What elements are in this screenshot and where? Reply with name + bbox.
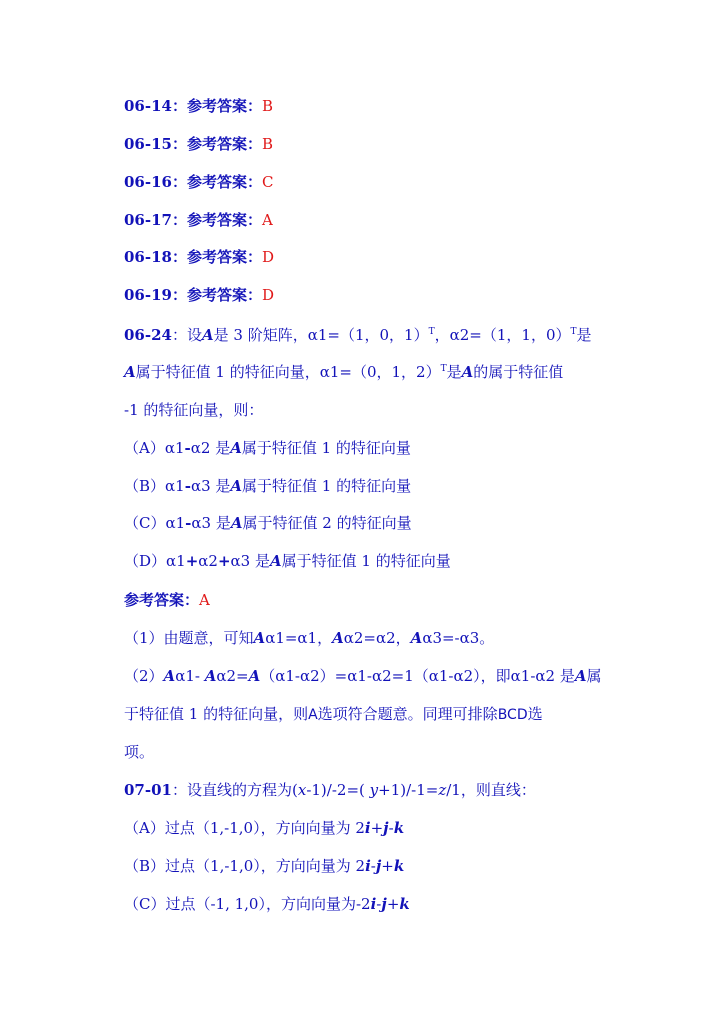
operator: -	[376, 895, 382, 913]
text: ：设直线的方程为(	[171, 781, 298, 799]
text: α3 是	[190, 477, 231, 495]
text: α2=	[216, 667, 249, 685]
answer-value: B	[261, 135, 274, 153]
operator: -	[370, 857, 376, 875]
matrix-symbol: A	[163, 667, 176, 685]
operator: +	[386, 895, 400, 913]
transpose-sup: T	[440, 364, 447, 374]
vector-k: k	[399, 895, 410, 913]
text: α2=α2，	[343, 629, 411, 647]
answer-line-06-14	[124, 93, 604, 119]
q0624-explanation-3	[124, 701, 604, 727]
text: 属	[586, 667, 602, 685]
operator: +	[217, 552, 231, 570]
answer-value: A	[199, 591, 210, 609]
text: α2	[198, 552, 218, 570]
matrix-symbol: A	[332, 629, 344, 647]
text: α3=-α3。	[422, 629, 495, 647]
answer-value: D	[261, 286, 275, 304]
q0624-option-c	[124, 510, 604, 536]
answer-value: C	[261, 173, 274, 191]
text: （A）α1	[124, 439, 185, 457]
operator: -	[388, 819, 394, 837]
q0624-line-2	[124, 359, 604, 385]
q0624-answer	[124, 587, 604, 613]
q0624-option-b	[124, 473, 604, 499]
q0624-explanation-4	[124, 739, 604, 765]
q0624-explanation-1	[124, 625, 604, 651]
matrix-symbol: A	[124, 363, 136, 381]
question-number: 06-24	[124, 326, 172, 344]
answer-label: 06-18：参考答案：	[124, 248, 262, 266]
matrix-symbol: A	[270, 552, 282, 570]
matrix-symbol: A	[461, 363, 474, 381]
answer-line-06-15	[124, 131, 604, 157]
text: 属于特征值 1 的特征向量，α1=（0，1，2）	[135, 363, 441, 381]
text: /1，则直线：	[446, 781, 536, 799]
matrix-symbol: A	[248, 667, 261, 685]
text: 选项符合题意。同理可排除	[317, 705, 498, 723]
vector-k: k	[393, 857, 405, 875]
transpose-sup: T	[428, 327, 435, 337]
matrix-symbol: A	[204, 667, 217, 685]
matrix-symbol: A	[410, 629, 423, 647]
text: 的属于特征值	[473, 363, 564, 381]
text: 于特征值 1 的特征向量，则	[124, 705, 309, 723]
answer-label: 06-16：参考答案：	[124, 173, 262, 191]
answer-label: 06-15：参考答案：	[124, 135, 262, 153]
vector-i: i	[364, 819, 371, 837]
matrix-symbol: A	[253, 629, 266, 647]
operator: -	[184, 477, 191, 495]
text: α1=α1，	[265, 629, 333, 647]
vector-j: j	[381, 895, 387, 913]
operator: +	[185, 552, 199, 570]
text: A	[308, 707, 318, 723]
vector-i: i	[365, 857, 371, 875]
text: 项。	[124, 743, 155, 761]
variable: x	[297, 781, 307, 799]
operator: +	[370, 819, 384, 837]
q0624-explanation-2	[124, 663, 604, 689]
text: -1)/-2=(	[306, 781, 370, 799]
answer-label: 06-14：参考答案：	[124, 97, 262, 115]
matrix-symbol: A	[230, 514, 243, 532]
answer-value: B	[261, 97, 274, 115]
operator: -	[184, 439, 191, 457]
text: α1-	[175, 667, 205, 685]
q0701-option-b	[124, 853, 604, 879]
text: （A）过点（1,-1,0），方向向量为 2	[124, 819, 365, 837]
text: 属于特征值 2 的特征向量	[242, 514, 412, 532]
text: 是	[446, 363, 462, 381]
answer-label: 参考答案：	[124, 591, 200, 609]
operator: -	[185, 514, 192, 532]
transpose-sup: T	[570, 327, 577, 337]
question-number: 07-01	[124, 781, 172, 799]
text: 是 3 阶矩阵，α1=（1，0，1）	[213, 326, 429, 344]
answer-value: A	[261, 211, 273, 229]
vector-j: j	[375, 857, 382, 875]
text: （C）α1	[124, 514, 186, 532]
answer-line-06-19	[124, 282, 604, 308]
q0624-line-1	[124, 322, 604, 348]
text: ：设	[171, 326, 202, 344]
text: （B）过点（1,-1,0），方向向量为 2	[124, 857, 366, 875]
matrix-symbol: A	[230, 439, 242, 457]
text: ，α2=（1，1，0）	[434, 326, 571, 344]
answer-label: 06-19：参考答案：	[124, 286, 262, 304]
q0701-option-c	[124, 891, 604, 917]
answer-line-06-16	[124, 169, 604, 195]
q0701-option-a	[124, 815, 604, 841]
vector-i: i	[370, 895, 377, 913]
text: α3 是	[191, 514, 231, 532]
matrix-symbol: A	[230, 477, 243, 495]
variable: z	[438, 781, 447, 799]
text: 是	[576, 326, 592, 344]
vector-j: j	[383, 819, 389, 837]
text: （α1-α2）=α1-α2=1（α1-α2），即α1-α2 是	[260, 667, 575, 685]
text: （B）α1	[124, 477, 185, 495]
text: （1）由题意，可知	[124, 629, 254, 647]
answer-line-06-18	[124, 244, 604, 270]
text: 选	[527, 705, 543, 723]
text: 属于特征值 1 的特征向量	[281, 552, 451, 570]
text: +1)/-1=	[378, 781, 439, 799]
text: -1 的特征向量，则：	[124, 401, 264, 419]
text: 属于特征值 1 的特征向量	[242, 477, 412, 495]
answer-line-06-17	[124, 207, 604, 233]
q0624-option-d	[124, 548, 604, 574]
text: （D）α1	[124, 552, 186, 570]
q0701-line-1	[124, 777, 604, 803]
answer-label: 06-17：参考答案：	[124, 211, 262, 229]
vector-k: k	[393, 819, 405, 837]
variable: y	[369, 781, 379, 799]
text: （C）过点（-1, 1,0），方向向量为-2	[124, 895, 371, 913]
matrix-symbol: A	[202, 326, 214, 344]
text: 属于特征值 1 的特征向量	[241, 439, 411, 457]
text: （2）	[124, 667, 164, 685]
answer-value: D	[261, 248, 275, 266]
text: α3 是	[230, 552, 270, 570]
q0624-option-a	[124, 435, 604, 461]
text: BCD	[497, 707, 528, 723]
matrix-symbol: A	[574, 667, 587, 685]
text: α2 是	[190, 439, 231, 457]
operator: +	[381, 857, 394, 875]
q0624-line-3	[124, 397, 604, 423]
